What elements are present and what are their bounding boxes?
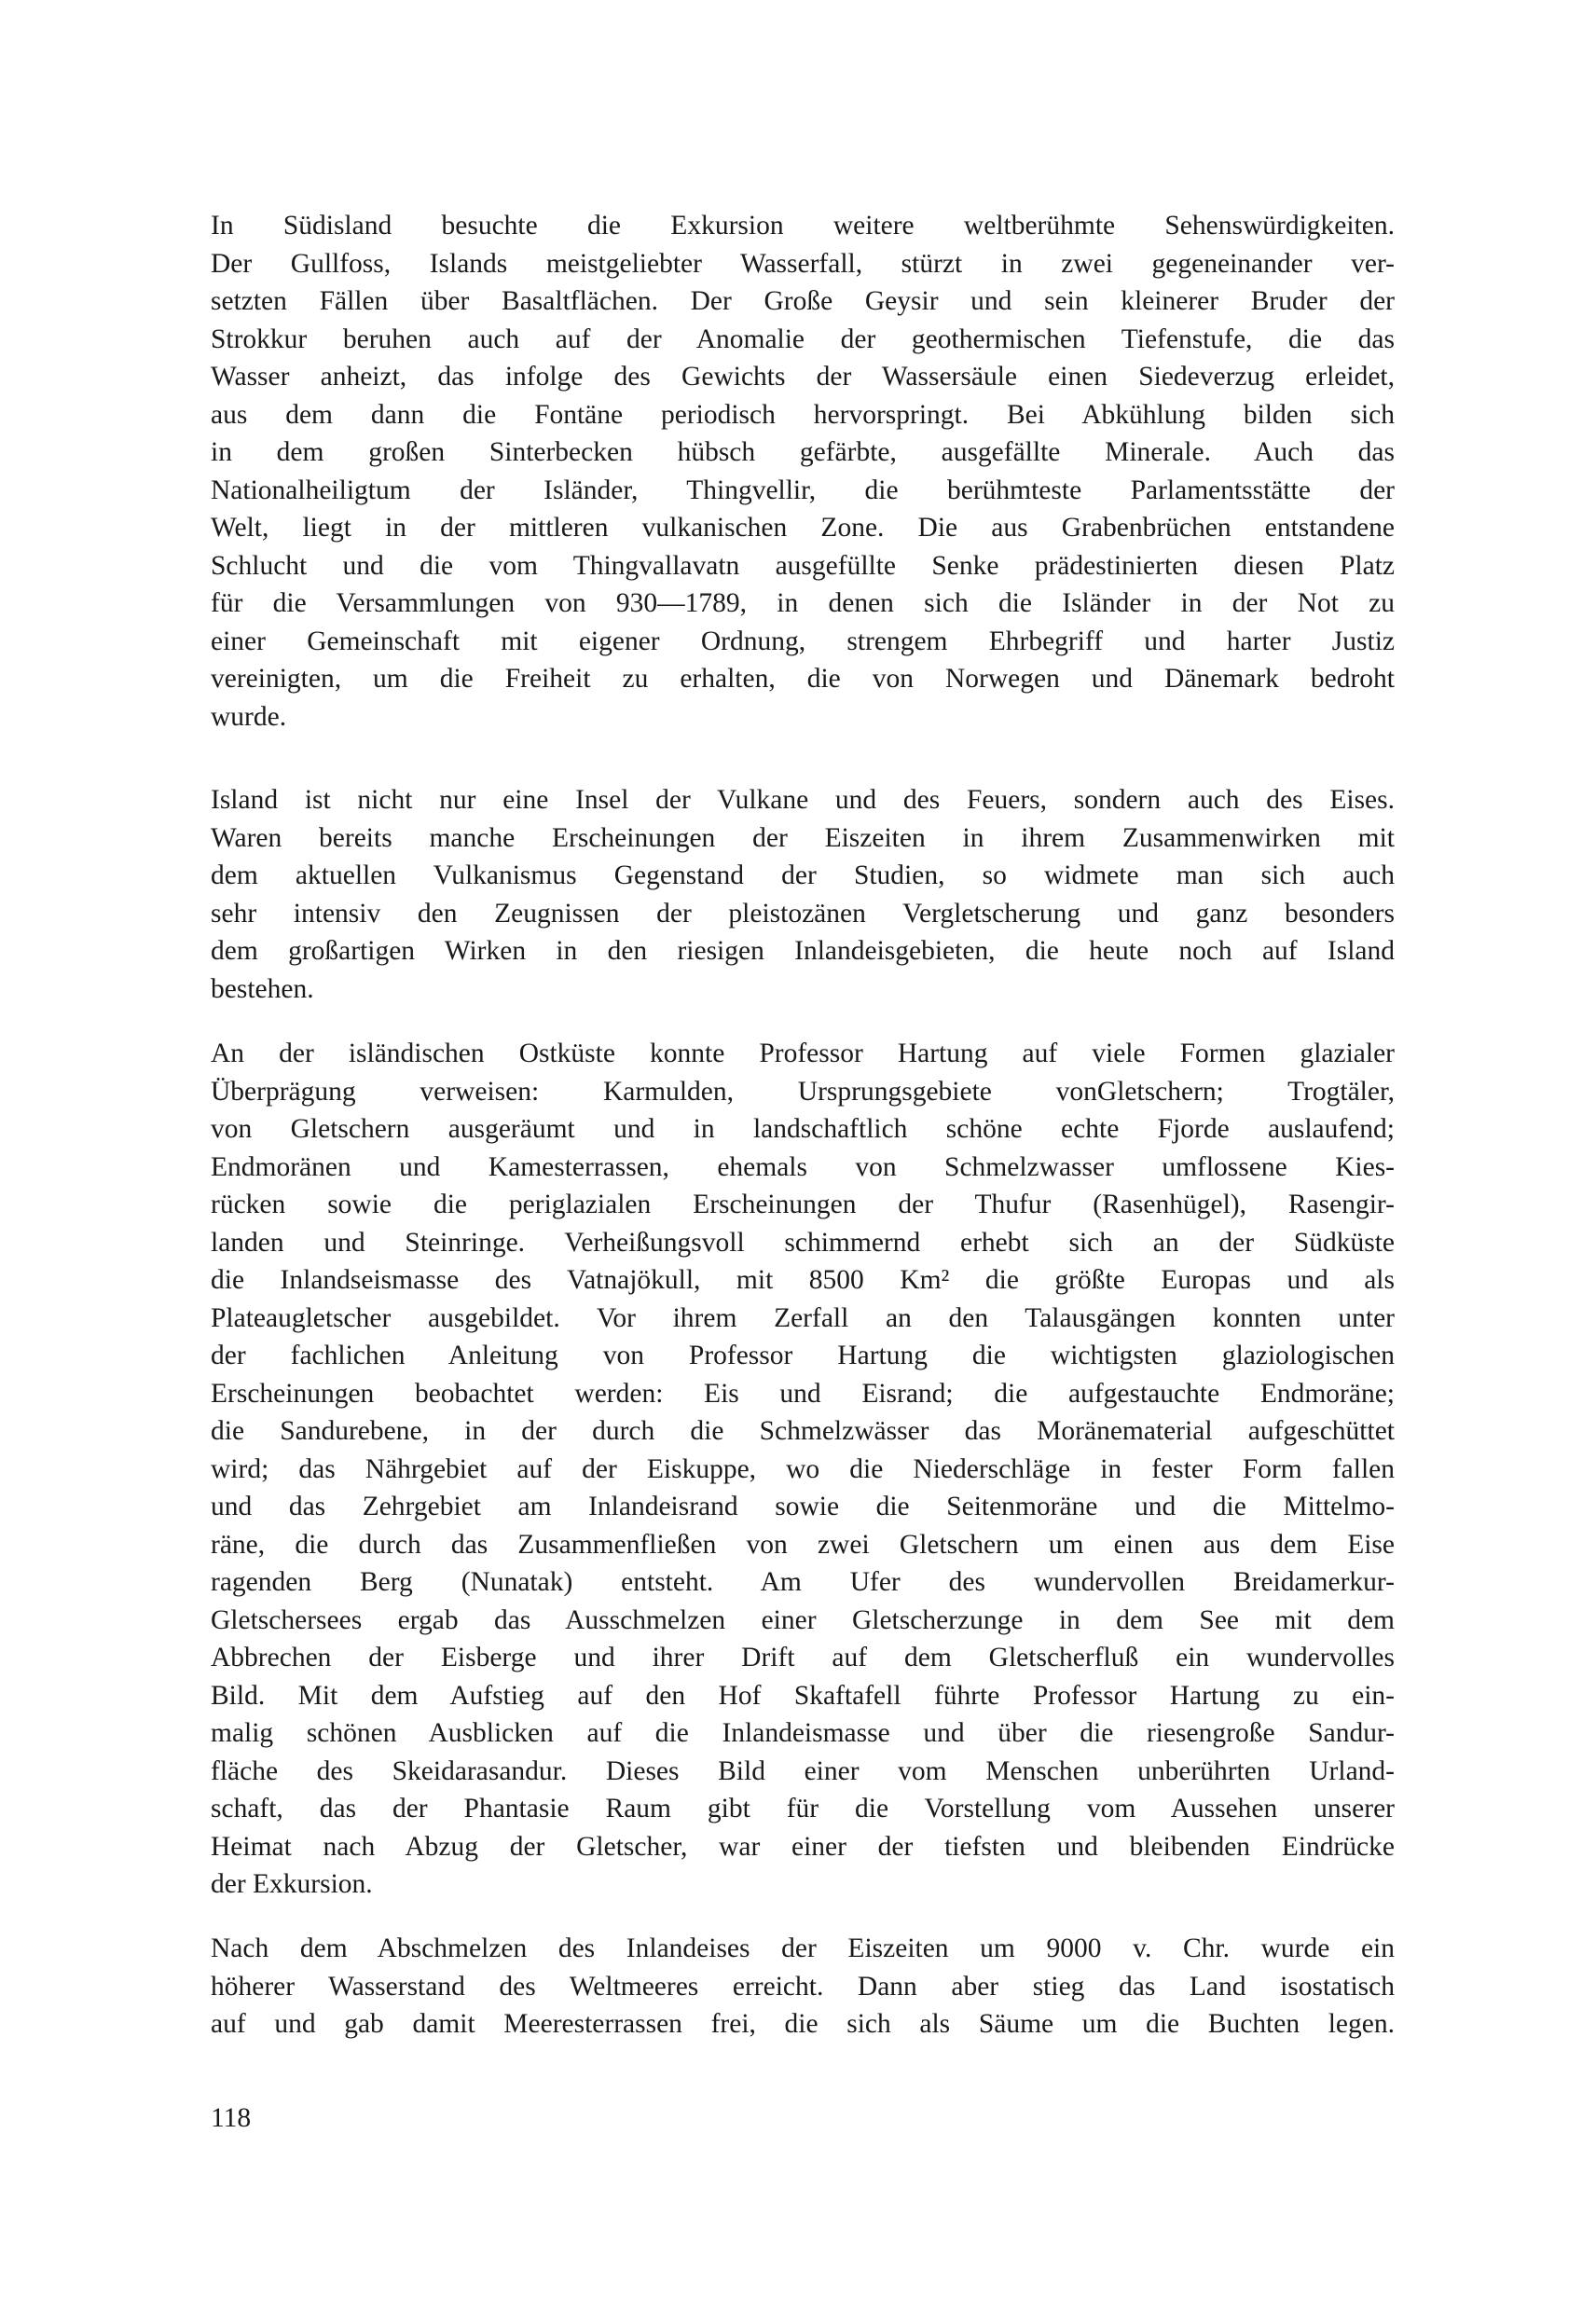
text-line: Der Gullfoss, Islands meistgeliebter Wasserfall, stürzt in zwei gegeneinander ver- xyxy=(211,248,1395,279)
text-line: Abbrechen der Eisberge und ihrer Drift auf dem Gletscherfluß ein wundervolles xyxy=(211,1643,1395,1672)
text-line: Heimat nach Abzug der Gletscher, war einer der tiefsten und bleibenden Eindrücke xyxy=(211,1831,1395,1862)
text-line: in dem großen Sinterbecken hübsch gefärbte, ausgefällte Minerale. Auch das xyxy=(211,437,1395,467)
text-line: bestehen. xyxy=(211,973,314,1004)
document-page xyxy=(211,207,1395,2211)
text-line: aus dem dann die Fontäne periodisch hervorspringt. Bei Abkühlung bilden sich xyxy=(211,399,1395,430)
text-line: setzten Fällen über Basaltflächen. Der Große Geysir und sein kleinerer Bruder der xyxy=(211,286,1395,316)
text-line: rücken sowie die periglazialen Erscheinungen der Thufur (Rasenhügel), Rasengir- xyxy=(211,1190,1395,1219)
text-line: Endmoränen und Kamesterrassen, ehemals von Schmelzwasser umflossene Kies- xyxy=(211,1151,1395,1182)
text-line: und das Zehrgebiet am Inlandeisrand sowie die Seitenmoräne und die Mittelmo- xyxy=(211,1492,1395,1521)
text-line: wurde. xyxy=(211,701,287,732)
text-line: vereinigten, um die Freiheit zu erhalten, die von Norwegen und Dänemark bedroht xyxy=(211,664,1395,694)
text-line: einer Gemeinschaft mit eigener Ordnung, strengem Ehrbegriff und harter Justiz xyxy=(211,626,1395,656)
text-line: Island ist nicht nur eine Insel der Vulkane und des Feuers, sondern auch des Eises. xyxy=(211,785,1395,815)
text-line: Gletschersees ergab das Ausschmelzen einer Gletscherzunge in dem See mit dem xyxy=(211,1604,1395,1635)
paragraph-ostkueste xyxy=(211,1035,1395,1904)
text-line: Nach dem Abschmelzen des Inlandeises der Eiszeiten um 9000 v. Chr. wurde ein xyxy=(211,1934,1395,1963)
text-line: von Gletschern ausgeräumt und in landschaftlich schöne echte Fjorde auslaufend; xyxy=(211,1114,1395,1144)
text-line: malig schönen Ausblicken auf die Inlandeismasse und über die riesengroße Sandur- xyxy=(211,1718,1395,1748)
text-line: die Inlandseismasse des Vatnajökull, mit 8500 Km² die größte Europas und als xyxy=(211,1265,1395,1295)
text-line: räne, die durch das Zusammenfließen von zwei Gletschern um einen aus dem Eise xyxy=(211,1529,1395,1560)
text-line: landen und Steinringe. Verheißungsvoll schimmernd erhebt sich an der Südküste xyxy=(211,1227,1395,1258)
text-line: auf und gab damit Meeresterrassen frei, die sich als Säume um die Buchten legen. xyxy=(211,2009,1395,2039)
text-line: höherer Wasserstand des Weltmeeres erreicht. Dann aber stieg das Land isostatisch xyxy=(211,1971,1395,2002)
text-line: dem großartigen Wirken in den riesigen Inlandeisgebieten, die heute noch auf Island xyxy=(211,936,1395,966)
text-line: In Südisland besuchte die Exkursion weitere weltberühmte Sehenswürdigkeiten. xyxy=(211,211,1395,241)
text-line: Nationalheiligtum der Isländer, Thingvellir, die berühmteste Parlamentsstätte der xyxy=(211,475,1395,505)
text-line: die Sandurebene, in der durch die Schmelzwässer das Moränematerial aufgeschüttet xyxy=(211,1416,1395,1446)
text-line: für die Versammlungen von 930—1789, in denen sich die Isländer in der Not zu xyxy=(211,588,1395,618)
text-line: Strokkur beruhen auch auf der Anomalie der geothermischen Tiefenstufe, die das xyxy=(211,323,1395,354)
text-line: An der isländischen Ostküste konnte Professor Hartung auf viele Formen glazialer xyxy=(211,1039,1395,1068)
text-line: der Exkursion. xyxy=(211,1869,373,1899)
page-number: 118 xyxy=(211,2103,252,2133)
text-line: Waren bereits manche Erscheinungen der Eiszeiten in ihrem Zusammenwirken mit xyxy=(211,822,1395,853)
text-line: wird; das Nährgebiet auf der Eiskuppe, wo die Niederschläge in fester Form fallen xyxy=(211,1453,1395,1484)
text-line: Plateaugletscher ausgebildet. Vor ihrem Zerfall an den Talausgängen konnten unter xyxy=(211,1302,1395,1333)
text-line: der fachlichen Anleitung von Professor Hartung die wichtigsten glaziologischen xyxy=(211,1341,1395,1370)
text-line: Bild. Mit dem Aufstieg auf den Hof Skaftafell führte Professor Hartung zu ein- xyxy=(211,1680,1395,1711)
text-line: Schlucht und die vom Thingvallavatn ausgefüllte Senke prädestinierten diesen Platz xyxy=(211,550,1395,581)
text-line: schaft, das der Phantasie Raum gibt für die Vorstellung vom Aussehen unserer xyxy=(211,1794,1395,1823)
text-line: dem aktuellen Vulkanismus Gegenstand der Studien, so widmete man sich auch xyxy=(211,860,1395,890)
text-line: Überprägung verweisen: Karmulden, Ursprungsgebiete vonGletschern; Trogtäler, xyxy=(211,1076,1395,1107)
text-line: Welt, liegt in der mittleren vulkanischen Zone. Die aus Grabenbrüchen entstandene xyxy=(211,513,1395,543)
paragraph-suedisland xyxy=(211,207,1395,736)
text-line: ragenden Berg (Nunatak) entsteht. Am Ufer des wundervollen Breidamerkur- xyxy=(211,1567,1395,1597)
text-line: fläche des Skeidarasandur. Dieses Bild einer vom Menschen unberührten Urland- xyxy=(211,1755,1395,1786)
text-line: sehr intensiv den Zeugnissen der pleistozänen Vergletscherung und ganz besonders xyxy=(211,898,1395,929)
text-line: Erscheinungen beobachtet werden: Eis und Eisrand; die aufgestauchte Endmoräne; xyxy=(211,1378,1395,1409)
paragraph-eis xyxy=(211,781,1395,1008)
text-line: Wasser anheizt, das infolge des Gewichts der Wassersäule einen Siedeverzug erleidet, xyxy=(211,362,1395,392)
paragraph-abschmelzen xyxy=(211,1930,1395,2044)
